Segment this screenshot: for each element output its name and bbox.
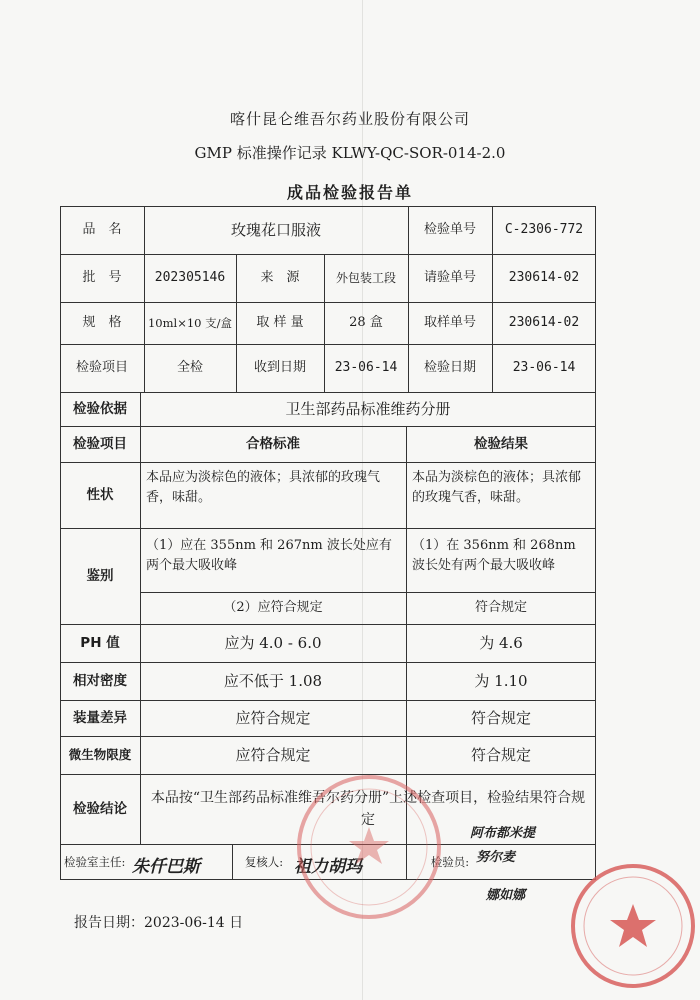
conclusion-text: 本品按“卫生部药品标准维吾尔药分册”上述检查项目，检验结果符合规定 [150,790,586,828]
product-label: 品 名 [82,222,122,237]
identification-standard-1: （1）应在 355nm 和 267nm 波长处应有两个最大吸收峰 [146,538,392,573]
microbe-standard: 应符合规定 [235,746,311,764]
inspection-seal-stamp [294,772,444,922]
source-label: 来 源 [260,270,300,285]
col-item-header: 检验项目 [73,436,127,452]
sample-qty-label: 取 样 量 [256,315,304,330]
reviewer-signature: 祖力胡玛 [294,857,362,877]
company-name: 喀什昆仑维吾尔药业股份有限公司 [229,110,470,128]
sample-no-value: 230614-02 [508,315,580,330]
item-value: 全检 [176,360,203,375]
identification-result-2: 符合规定 [474,600,527,615]
identification-result-1: （1）在 356nm 和 268nm 波长处有两个最大吸收峰 [412,538,576,573]
receive-date-label: 收到日期 [253,360,306,375]
basis-label: 检验依据 [73,401,127,417]
ph-standard: 应为 4.0 - 6.0 [224,634,322,652]
microbe-result: 符合规定 [470,746,531,764]
inspect-no-label: 检验单号 [423,222,476,237]
loading-result: 符合规定 [470,709,531,727]
ph-label: PH 值 [80,635,120,651]
request-no-value: 230614-02 [508,270,580,285]
lab-director-signature: 朱仟巴斯 [132,857,200,877]
inspector-label: 检验员: [430,855,470,869]
product-value: 玫瑰花口服液 [230,221,321,239]
report-date: 报告日期：2023-06-14 日 [74,915,244,931]
sample-no-label: 取样单号 [423,315,476,330]
report-title: 成品检验报告单 [286,183,413,202]
spec-value: 10ml×10 支/盒 [147,316,232,330]
density-label: 相对密度 [73,673,127,689]
lab-director-label: 检验室主任: [64,855,126,869]
identification-standard-2: （2）应符合规定 [223,600,323,615]
spec-label: 规 格 [82,315,122,330]
inspect-date-label: 检验日期 [423,360,476,375]
loading-label: 装量差异 [73,710,127,726]
receive-date-value: 23-06-14 [334,360,398,375]
inspector-signature-1: 阿布都米提 [470,826,536,841]
quality-department-seal [568,860,698,992]
identification-label: 鉴别 [86,568,114,584]
microbe-label: 微生物限度 [68,747,132,762]
item-label: 检验项目 [75,360,128,375]
density-result: 为 1.10 [474,672,528,690]
batch-label: 批 号 [82,270,122,285]
inspector-signature-3: 娜如娜 [486,888,526,903]
conclusion-label: 检验结论 [73,801,127,817]
reviewer-label: 复核人: [244,855,284,869]
appearance-result: 本品为淡棕色的液体；具浓郁的玫瑰气香，味甜。 [412,470,582,505]
col-standard-header: 合格标准 [246,436,300,452]
loading-standard: 应符合规定 [235,709,311,727]
density-standard: 应不低于 1.08 [223,672,323,690]
basis-value: 卫生部药品标准维药分册 [285,400,451,418]
inspect-date-value: 23-06-14 [512,360,576,375]
inspector-signature-2: 努尔麦 [476,850,516,865]
appearance-standard: 本品应为淡棕色的液体；具浓郁的玫瑰气香，味甜。 [146,470,381,505]
batch-value: 202305146 [154,270,226,285]
ph-result: 为 4.6 [479,634,523,652]
source-value: 外包装工段 [335,271,396,285]
sample-qty-value: 28 盒 [349,315,383,330]
inspect-no-value: C-2306-772 [504,222,584,237]
col-result-header: 检验结果 [474,436,528,452]
gmp-record-code: GMP 标准操作记录 KLWY-QC-SOR-014-2.0 [194,144,506,162]
request-no-label: 请验单号 [423,270,476,285]
appearance-label: 性状 [86,487,114,503]
